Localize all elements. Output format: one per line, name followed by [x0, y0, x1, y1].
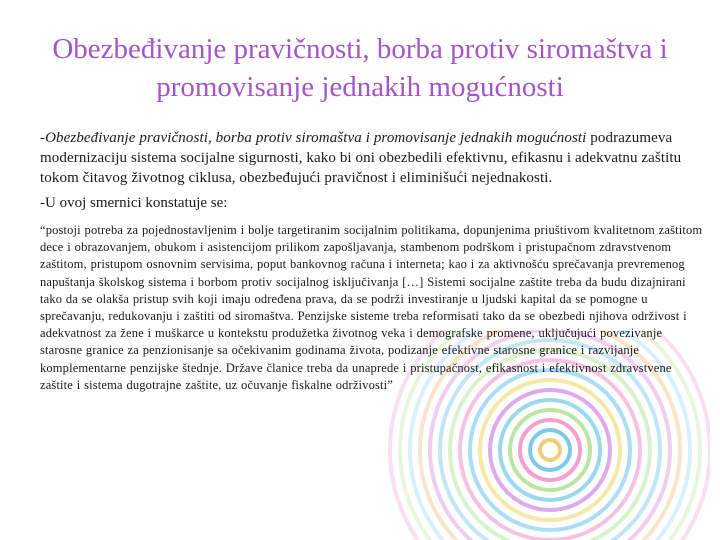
guideline-quote: “postoji potreba za pojednostavljenim i bolje targetiranim socijalnim politikama, dopunjenima priuštivom kvalitetnom zaštitom dece i obrazovanjem, obukom i asistencijom prilikom zapošljavanja, stambenom podrškom i pristupačnom zdravstvenom zaštitom, pristupom osnovnim servisima, poput bankovnog računa i interneta; kao i za aktivnošću sprečavanja prevremenog napuštanja školskog sistema i borbom protiv socijalnog isključivanja […] Sistemi socijalne zaštite treba da budu dizajnirani tako da se olakša pristup svih koji imaju određena prava, da se podrži investiranje u ljudski kapital da se pomogne u sprečavanju, redukovanju i zaštiti od siromaštva. Penzijske sisteme treba reformisati tako da se obezbedi njihova održivost i adekvatnost za žene i muškarce u kontekstu produžetka životnog veka i demografske promene, uključujući povezivanje starosne granice za penzionisanje sa očekivanim godinama života, podizanje efektivne starosne granice i razvijanje komplementarne penzijske štednje. Države članice treba da unaprede i pristupačnost, efikasnost i efektivnost zdravstvene zaštite i sistema dugotrajne zaštite, uz očuvanje fiskalne održivosti”	[40, 223, 703, 392]
intro-italic-text: -Obezbeđivanje pravičnosti, borba protiv siromaštva i promovisanje jednakih mogućnosti	[40, 130, 587, 146]
guideline-lead-in: -U ovoj smernici konstatuje se:	[40, 195, 228, 211]
slide-title: Obezbeđivanje pravičnosti, borba protiv siromaštva i promovisanje jednakih mogućnosti	[52, 33, 668, 103]
intro-paragraph	[40, 128, 704, 188]
intro-regular-text: podrazumeva modernizaciju sistema socijalne sigurnosti, kako bi oni obezbedili efektivnu, efikasnu i adekvatnu zaštitu tokom čitavog životnog ciklusa, obezbeđujući pravičnost i eliminišući nejednakosti.	[40, 130, 682, 186]
slide-body	[40, 128, 704, 394]
